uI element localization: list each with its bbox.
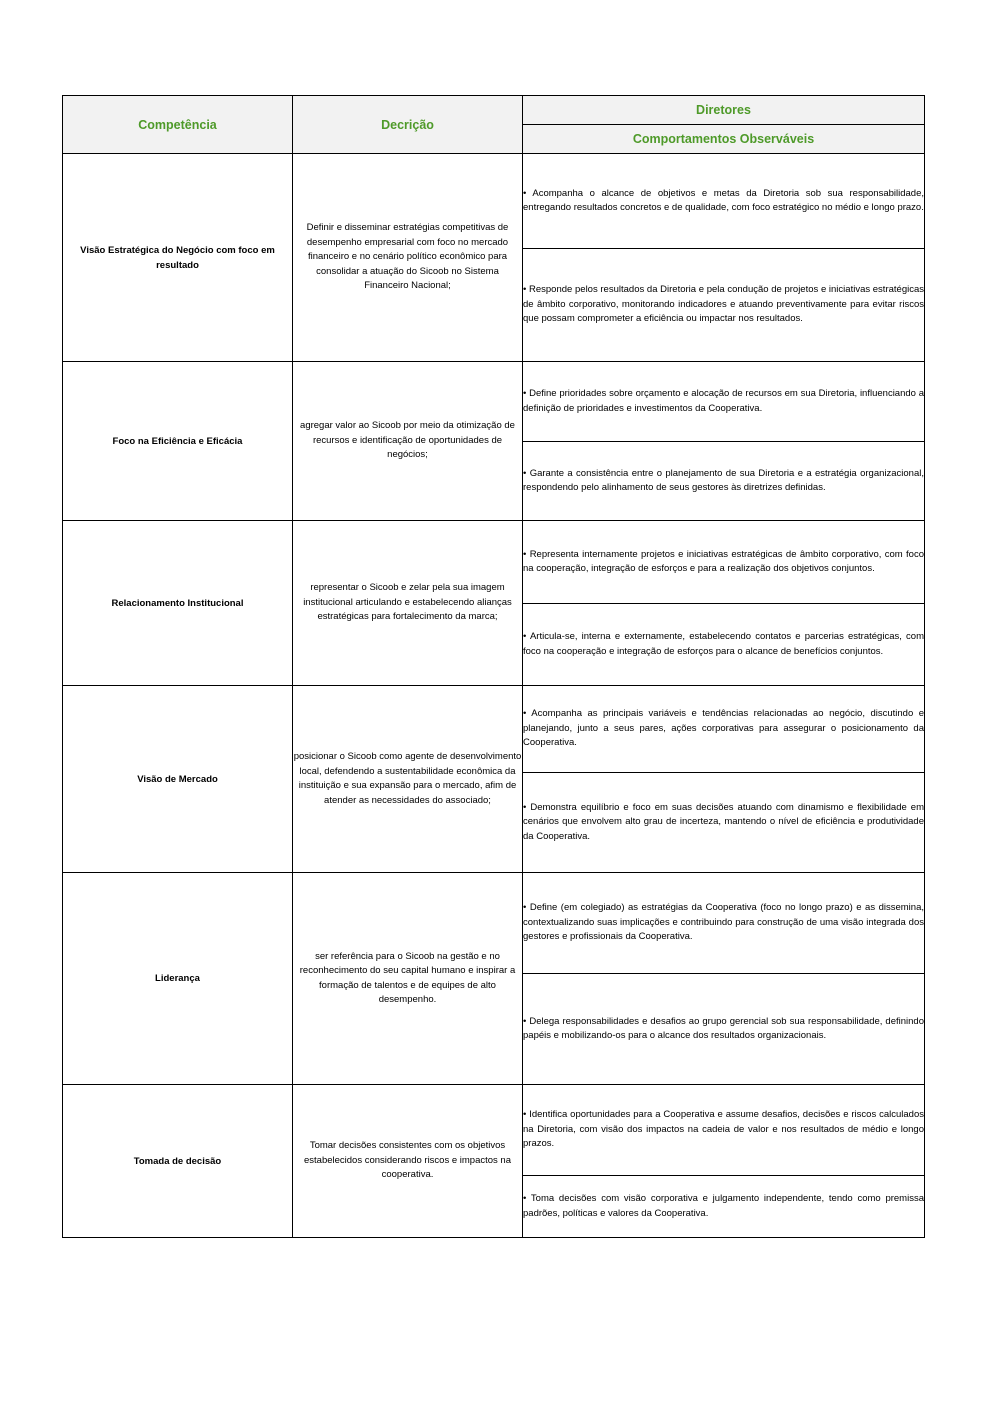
behavior-text: • Representa internamente projetos e iniciativas estratégicas de âmbito corporativo, com foco na cooperação, integração de esforços e para a realização dos objetivos conjuntos. xyxy=(523,521,925,604)
table-row xyxy=(63,154,925,249)
header-competencia: Competência xyxy=(63,96,293,154)
table-row xyxy=(63,873,925,974)
behavior-text: • Acompanha o alcance de objetivos e metas da Diretoria sob sua responsabilidade, entregando resultados concretos e de qualidade, com foco estratégico no médio e longo prazo. xyxy=(523,154,925,249)
competency-description: Tomar decisões consistentes com os objetivos estabelecidos considerando riscos e impactos na cooperativa. xyxy=(293,1085,523,1238)
competency-name: Liderança xyxy=(63,873,293,1085)
competency-description: Definir e disseminar estratégias competitivas de desempenho empresarial com foco no mercado financeiro e no cenário político econômico para consolidar a atuação do Sicoob no Sistema Financeiro Nacional; xyxy=(293,154,523,362)
table-row xyxy=(63,1085,925,1176)
competency-description: ser referência para o Sicoob na gestão e no reconhecimento do seu capital humano e inspirar a formação de talentos e de equipes de alto desempenho. xyxy=(293,873,523,1085)
behavior-text: • Identifica oportunidades para a Cooperativa e assume desafios, decisões e riscos calculados na Diretoria, com visão dos impactos na cadeia de valor e nos resultados de médio e longo prazos. xyxy=(523,1085,925,1176)
table-row xyxy=(63,362,925,442)
competency-name: Visão Estratégica do Negócio com foco em resultado xyxy=(63,154,293,362)
header-comportamentos: Comportamentos Observáveis xyxy=(523,125,925,154)
behavior-text: • Demonstra equilíbrio e foco em suas decisões atuando com dinamismo e flexibilidade em cenários que envolvem alto grau de incerteza, mantendo o nível de eficiência e produtividade da Cooperativa. xyxy=(523,773,925,873)
competency-name: Visão de Mercado xyxy=(63,686,293,873)
behavior-text: • Acompanha as principais variáveis e tendências relacionadas ao negócio, discutindo e planejando, junto a seus pares, ações corporativas para assegurar o posicionamento da Cooperativa. xyxy=(523,686,925,773)
behavior-text: • Articula-se, interna e externamente, estabelecendo contatos e parcerias estratégicas, com foco na cooperação e integração de esforços para o alcance de benefícios conjuntos. xyxy=(523,604,925,686)
behavior-text: • Responde pelos resultados da Diretoria e pela condução de projetos e iniciativas estratégicas de âmbito corporativo, monitorando indicadores e atuando preventivamente para evitar riscos que possam comprometer a eficiência ou impactar nos resultados. xyxy=(523,249,925,362)
competency-description: posicionar o Sicoob como agente de desenvolvimento local, defendendo a sustentabilidade econômica da instituição e sua expansão para o mercado, afim de atender as necessidades do associado; xyxy=(293,686,523,873)
competency-name: Tomada de decisão xyxy=(63,1085,293,1238)
behavior-text: • Delega responsabilidades e desafios ao grupo gerencial sob sua responsabilidade, definindo papéis e mobilizando-os para o alcance dos resultados organizacionais. xyxy=(523,974,925,1085)
competency-name: Relacionamento Institucional xyxy=(63,521,293,686)
competency-description: representar o Sicoob e zelar pela sua imagem institucional articulando e estabelecendo alianças estratégicas para fortalecimento da marca; xyxy=(293,521,523,686)
table-row xyxy=(63,521,925,604)
table-row xyxy=(63,686,925,773)
behavior-text: • Garante a consistência entre o planejamento de sua Diretoria e a estratégia organizacional, respondendo pelo alinhamento de seus gestores às diretrizes definidas. xyxy=(523,442,925,521)
competency-description: agregar valor ao Sicoob por meio da otimização de recursos e identificação de oportunidades de negócios; xyxy=(293,362,523,521)
header-diretores: Diretores xyxy=(523,96,925,125)
behavior-text: • Define prioridades sobre orçamento e alocação de recursos em sua Diretoria, influenciando a definição de prioridades e investimentos da Cooperativa. xyxy=(523,362,925,442)
behavior-text: • Define (em colegiado) as estratégias da Cooperativa (foco no longo prazo) e as dissemina, contextualizando suas implicações e contribuindo para construção de uma visão integrada dos gestores e profissionais da Cooperativa. xyxy=(523,873,925,974)
header-descricao: Decrição xyxy=(293,96,523,154)
behavior-text: • Toma decisões com visão corporativa e julgamento independente, tendo como premissa padrões, políticas e valores da Cooperativa. xyxy=(523,1176,925,1238)
competency-table xyxy=(62,95,925,1238)
competency-name: Foco na Eficiência e Eficácia xyxy=(63,362,293,521)
